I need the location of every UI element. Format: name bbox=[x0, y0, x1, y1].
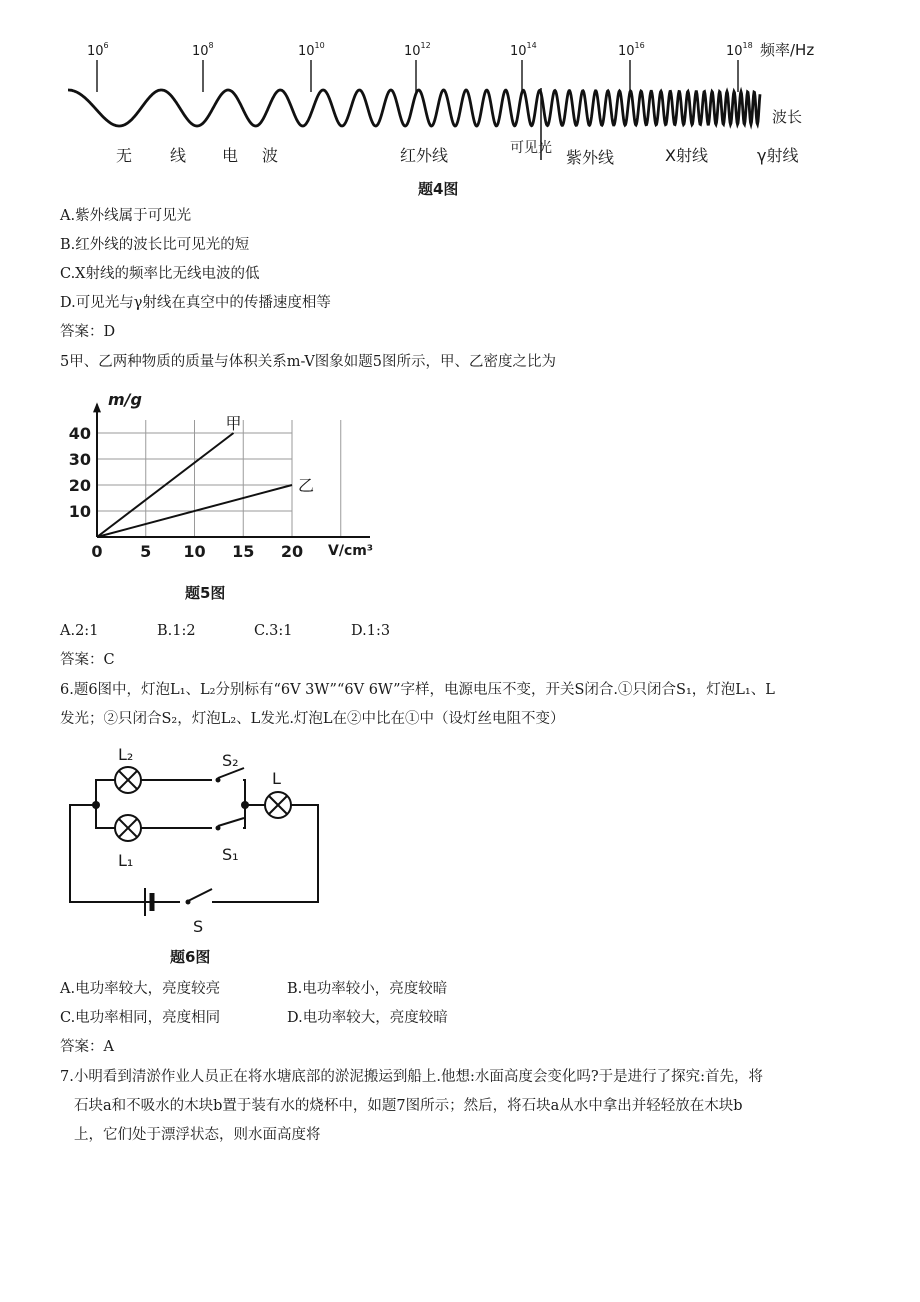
label-s2: S₂ bbox=[222, 751, 239, 770]
q7-line2: 石块a和不吸水的木块b置于装有水的烧杯中，如题7图所示；然后，将石块a从水中拿出并轻轻放在木块b bbox=[74, 1098, 743, 1114]
q6-answer: 答案：A bbox=[60, 1039, 114, 1055]
band-ultraviolet: 紫外线 bbox=[566, 148, 615, 167]
freq-tick-5: $10^{14}$ bbox=[510, 41, 537, 59]
freq-tick-6: $10^{16}$ bbox=[618, 41, 645, 59]
freq-tick-1: $10^6$ bbox=[87, 41, 109, 59]
x-axis-label: V/cm³ bbox=[328, 543, 373, 559]
x-tick-label: 15 bbox=[232, 542, 255, 561]
wavelength-label: 波长 bbox=[772, 108, 803, 126]
q7-line1: 7.小明看到清淤作业人员正在将水塘底部的淤泥搬运到船上.他想:水面高度会变化吗?于是进行了探究:首先，将 bbox=[60, 1069, 763, 1085]
y-tick-label: 30 bbox=[68, 450, 91, 469]
q5-option-a: A.2:1 bbox=[60, 623, 99, 639]
x-tick-label: 20 bbox=[280, 542, 304, 561]
chart-ticks bbox=[69, 424, 303, 561]
q5-option-b: B.1:2 bbox=[157, 623, 196, 639]
x-tick-label: 10 bbox=[183, 542, 206, 561]
label-l2: L₂ bbox=[118, 745, 134, 764]
junction-dots-icon bbox=[92, 778, 249, 905]
figure-6-caption: 题6图 bbox=[170, 948, 211, 966]
label-l: L bbox=[272, 769, 281, 788]
freq-tick-4: $10^{12}$ bbox=[404, 41, 431, 59]
y-tick-label: 20 bbox=[68, 476, 91, 495]
frequency-axis-label: 频率/Hz bbox=[760, 41, 815, 59]
q6-option-b: B.电功率较小，亮度较暗 bbox=[287, 981, 448, 997]
bulb-l2-icon bbox=[115, 767, 141, 793]
bulb-l-icon bbox=[265, 792, 291, 818]
em-wave bbox=[68, 90, 760, 126]
q6-option-d: D.电功率较大，亮度较暗 bbox=[287, 1010, 448, 1026]
q4-answer: 答案：D bbox=[60, 324, 116, 340]
band-radio-3: 电 bbox=[222, 146, 239, 165]
x-tick-label: 5 bbox=[140, 542, 152, 561]
bulb-l1-icon bbox=[115, 815, 141, 841]
band-radio-4: 波 bbox=[262, 146, 279, 165]
q4-option-a: A.紫外线属于可见光 bbox=[60, 208, 192, 224]
y-axis-arrow bbox=[93, 402, 101, 412]
freq-tick-7: $10^{18}$ bbox=[726, 41, 753, 59]
q4-option-b: B.红外线的波长比可见光的短 bbox=[60, 237, 250, 253]
q5-option-c: C.3:1 bbox=[254, 623, 293, 639]
x-tick-label: 0 bbox=[91, 542, 103, 561]
band-radio-2: 线 bbox=[170, 146, 187, 165]
q7-line3: 上，它们处于漂浮状态，则水面高度将 bbox=[74, 1127, 321, 1143]
q5-stem: 5甲、乙两种物质的质量与体积关系m-V图象如题5图所示，甲、乙密度之比为 bbox=[60, 354, 557, 370]
spectrum-figure bbox=[0, 0, 920, 205]
q5-option-d: D.1:3 bbox=[351, 623, 391, 639]
series-label-1: 甲 bbox=[225, 414, 242, 433]
label-s: S bbox=[193, 917, 204, 936]
q6-option-a: A.电功率较大，亮度较亮 bbox=[60, 981, 221, 997]
freq-tick-3: $10^{10}$ bbox=[298, 41, 325, 59]
series-label-2: 乙 bbox=[298, 476, 315, 495]
band-infrared: 红外线 bbox=[400, 146, 449, 165]
y-tick-label: 10 bbox=[68, 502, 91, 521]
q4-option-d: D.可见光与γ射线在真空中的传播速度相等 bbox=[60, 295, 331, 311]
frequency-ticks bbox=[87, 41, 753, 92]
freq-tick-2: $10^8$ bbox=[192, 41, 214, 59]
figure-4-caption: 题4图 bbox=[418, 180, 459, 198]
y-tick-label: 40 bbox=[68, 424, 91, 443]
band-radio-1: 无 bbox=[116, 146, 133, 165]
band-visible: 可见光 bbox=[510, 140, 552, 156]
figure-5-caption: 题5图 bbox=[185, 584, 226, 602]
mv-chart bbox=[60, 385, 400, 610]
q6-stem-line2: 发光；②只闭合S₂，灯泡L₂、L发光.灯泡L在②中比在①中（设灯丝电阻不变） bbox=[60, 711, 565, 727]
label-l1: L₁ bbox=[118, 851, 134, 870]
q6-stem-line1: 6.题6图中，灯泡L₁、L₂分别标有“6V 3W”“6V 6W”字样，电源电压不变，开关S闭合.①只闭合S₁，灯泡L₁、L bbox=[60, 682, 775, 698]
q5-answer: 答案：C bbox=[60, 652, 115, 668]
y-axis-label: m/g bbox=[108, 390, 142, 409]
q4-option-c: C.X射线的频率比无线电波的低 bbox=[60, 266, 260, 282]
band-xray: X射线 bbox=[665, 146, 708, 165]
circuit-figure bbox=[60, 740, 360, 970]
q6-option-c: C.电功率相同，亮度相同 bbox=[60, 1010, 221, 1026]
label-s1: S₁ bbox=[222, 845, 239, 864]
band-gamma: γ射线 bbox=[757, 146, 799, 165]
chart-series bbox=[97, 414, 314, 537]
